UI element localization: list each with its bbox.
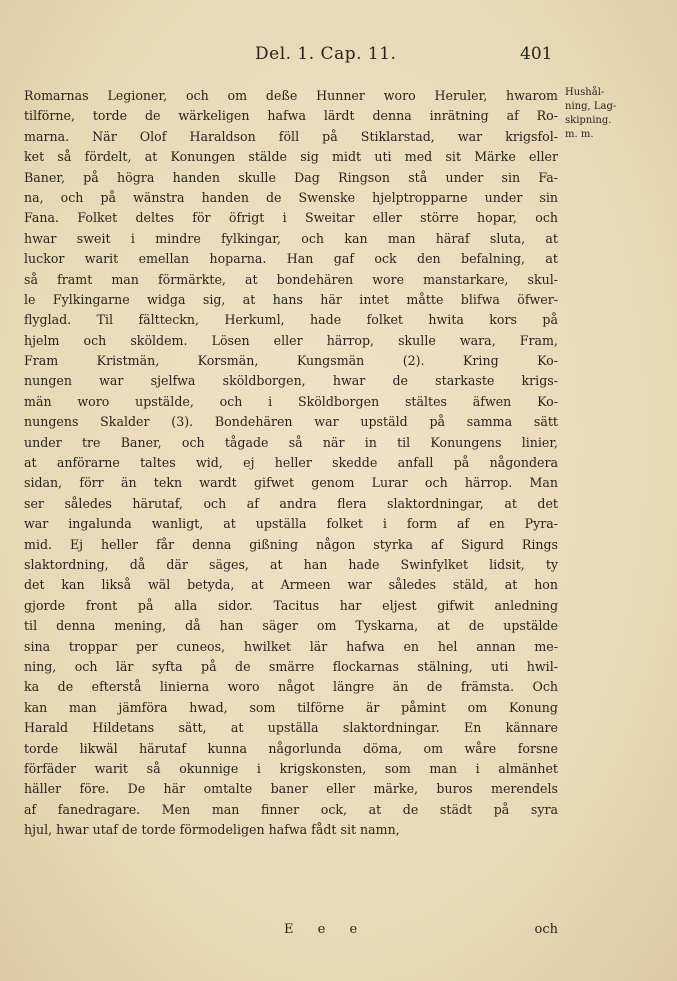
- text-line: ket så fördelt, at Konungen stälde sig midt uti med sit Märke eller: [24, 149, 558, 165]
- margin-note-line: ning, Lag-: [565, 101, 617, 112]
- catchword: och: [534, 922, 558, 937]
- page-number: 401: [520, 44, 553, 64]
- text-line: til denna mening, då han säger om Tyskarna, at de upstälde: [24, 618, 558, 634]
- text-line: sina troppar per cuneos, hwilket lär hafwa en hel annan me-: [24, 638, 558, 654]
- running-head: Del. 1. Cap. 11.: [255, 44, 397, 64]
- text-line: män woro upstälde, och i Sköldborgen stältes äfwen Ko-: [24, 393, 558, 409]
- text-line: le Fylkingarne widga sig, at hans här intet måtte blifwa öfwer-: [24, 291, 558, 307]
- text-line: slaktordning, då där säges, at han hade Swinfylket lidsit, ty: [24, 556, 558, 572]
- text-line: Harald Hildetans sätt, at upställa slaktordningar. En kännare: [24, 720, 558, 736]
- text-line: marna. När Olof Haraldson föll på Stiklarstad, war krigsfol-: [24, 128, 558, 144]
- text-line: hjelm och sköldem. Lösen eller härrop, skulle wara, Fram,: [24, 332, 558, 348]
- text-line: luckor warit emellan hoparna. Han gaf ock den befalning, at: [24, 251, 558, 267]
- text-line: Fana. Folket deltes för öfrigt i Sweitar eller större hopar, och: [24, 210, 558, 226]
- page-footer: [24, 922, 558, 942]
- text-line: af fanedragare. Men man finner ock, at de städt på syra: [24, 801, 558, 817]
- margin-note-line: Hushål-: [565, 87, 605, 98]
- text-line: flyglad. Til fältteckn, Herkuml, hade folket hwita kors på: [24, 312, 558, 328]
- page-header: [0, 44, 677, 74]
- text-line: sidan, förr än tekn wardt gifwet genom Lurar och härrop. Man: [24, 475, 558, 491]
- text-line: förfäder warit så okunnige i krigskonsten, som man i almänhet: [24, 760, 558, 776]
- margin-note-line: m. m.: [565, 129, 594, 140]
- text-line: hwar sweit i mindre fylkingar, och kan man häraf sluta, at: [24, 230, 558, 246]
- text-line: na, och på wänstra handen de Swenske hjelptropparne under sin: [24, 189, 558, 205]
- text-line: torde likwäl härutaf kunna någorlunda döma, om wåre forsne: [24, 740, 558, 756]
- margin-note-line: skipning.: [565, 115, 612, 126]
- text-line: nungen war sjelfwa sköldborgen, hwar de starkaste krigs-: [24, 373, 558, 389]
- text-line: häller före. De här omtalte baner eller märke, buros merendels: [24, 781, 558, 797]
- margin-note: [565, 86, 673, 142]
- text-line: war ingalunda wanligt, at upställa folket i form af en Pyra-: [24, 516, 558, 532]
- signature-mark: E e e: [284, 922, 368, 937]
- main-text-block: [24, 86, 558, 840]
- text-line: ning, och lär syfta på de smärre flockarnas stälning, uti hwil-: [24, 658, 558, 674]
- text-line: at anförarne taltes wid, ej heller skedde anfall på någondera: [24, 455, 558, 471]
- text-line: kan man jämföra hwad, som tilförne är påmint om Konung: [24, 699, 558, 715]
- text-line: ka de efterstå linierna woro något längre än de främsta. Och: [24, 679, 558, 695]
- text-line: hjul, hwar utaf de torde förmodeligen hafwa fådt sit namn,: [24, 822, 400, 838]
- text-line: mid. Ej heller får denna gißning någon styrka af Sigurd Rings: [24, 536, 558, 552]
- text-line: tilförne, torde de wärkeligen hafwa lärdt denna inrätning af Ro-: [24, 108, 558, 124]
- text-line: Fram Kristmän, Korsmän, Kungsmän (2). Kring Ko-: [24, 353, 558, 369]
- text-line: så framt man förmärkte, at bondehären wore manstarkare, skul-: [24, 271, 558, 287]
- text-line: det kan likså wäl betyda, at Armeen war således stäld, at hon: [24, 577, 558, 593]
- text-line: Romarnas Legioner, och om deße Hunner woro Heruler, hwarom: [24, 88, 558, 103]
- text-line: gjorde front på alla sidor. Tacitus har eljest gifwit anledning: [24, 597, 558, 613]
- text-line: ser således härutaf, och af andra flera slaktordningar, at det: [24, 495, 558, 511]
- text-line: under tre Baner, och tågade så när in til Konungens linier,: [24, 434, 558, 450]
- text-line: nungens Skalder (3). Bondehären war upstäld på samma sätt: [24, 414, 558, 430]
- text-line: Baner, på högra handen skulle Dag Ringson stå under sin Fa-: [24, 169, 558, 185]
